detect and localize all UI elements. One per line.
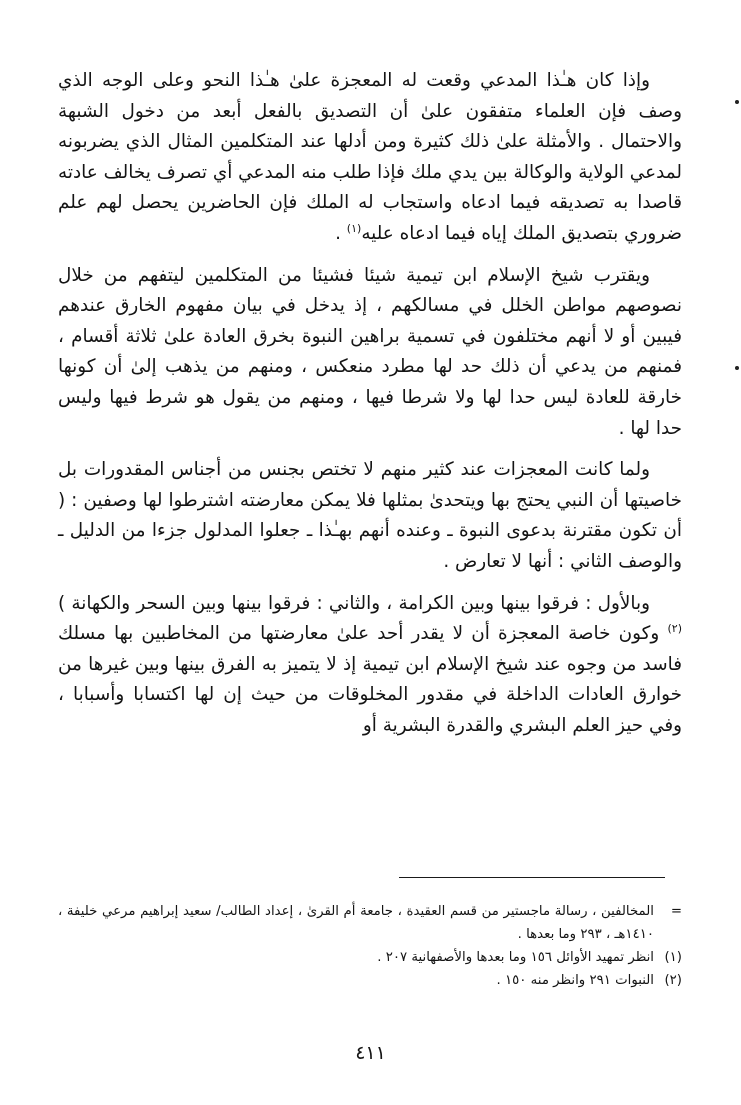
footnote-mark: (٢) xyxy=(664,973,682,988)
footnote-text: انظر تمهيد الأوائل ١٥٦ وما بعدها والأصفهانية ٢٠٧ . xyxy=(377,950,654,965)
footnote-2 xyxy=(58,969,682,992)
footnote-mark: (١) xyxy=(664,950,682,965)
paragraph-4-text: وبالأول : فرقوا بينها وبين الكرامة ، والثاني : فرقوا بينها وبين السحر والكهانة ) xyxy=(58,592,650,614)
footnote-text: النبوات ٢٩١ وانظر منه ١٥٠ . xyxy=(496,973,654,988)
footnote-ref-1: (١) xyxy=(346,221,362,235)
paragraph-2: ويقترب شيخ الإسلام ابن تيمية شيئا فشيئا من المتكلمين ليتفهم من خلال نصوصهم مواطن الخلل في مسالكهم ، إذ يدخل في بيان مفهوم الخارق عندهم فيبين أو لا أنهم مختلفون في تسمية براهين النبوة بخرق العادة علىٰ ثلاثة أقسام ، فمنهم من يدعي أن ذلك حد لها مطرد منعكس ، ومنهم من يذهب إلىٰ أن كونها خارقة للعادة ليس حدا لها ولا شرطا فيها ، ومنهم من يقول هو شرط فيها وليس حدا لها . xyxy=(58,264,682,439)
footnote-text: المخالفين ، رسالة ماجستير من قسم العقيدة ، جامعة أم القرىٰ ، إعداد الطالب/ سعيد إبراهيم مرعي خليفة ، ١٤١٠هـ ، ٢٩٣ وما بعدها . xyxy=(58,904,654,942)
main-text xyxy=(58,66,682,741)
paragraph-1-end: . xyxy=(335,222,347,244)
footnote-separator xyxy=(399,877,665,878)
paragraph-4-continuation: وكون خاصة المعجزة أن لا يقدر أحد علىٰ معارضتها من المخاطبين بها مسلك فاسد من وجوه عند شيخ الإسلام ابن تيمية إذ لا يتميز به الفرق بينها وبين غيرها من خوارق العادات الداخلة في مقدور المخلوقات من حيث إن لها اكتسابا وأسبابا ، وفي حيز العلم البشري والقدرة البشرية أو xyxy=(58,623,682,736)
paragraph-4 xyxy=(58,589,682,742)
paragraph-3: ولما كانت المعجزات عند كثير منهم لا تختص بجنس من أجناس المقدورات بل خاصيتها أن النبي يحتج بها ويتحدىٰ بمثلها فلا يمكن معارضته اشترطوا لها وصفين : ( أن تكون مقترنة بدعوى النبوة ـ وعنده أنهم بهـٰذا ـ جعلوا المدلول جزءا من الدليل ـ والوصف الثاني : أنها لا تعارض . xyxy=(58,459,682,572)
paragraph-1-text: وإذا كان هـٰذا المدعي وقعت له المعجزة علىٰ هـٰذا النحو وعلى الوجه الذي وصف فإن العلماء متفقون علىٰ أن التصديق بالفعل أبعد من دخول الشبهة والاحتمال . والأمثلة علىٰ ذلك كثيرة ومن أدلها عند المتكلمين المثال الذي يضربونه لمدعي الولاية والوكالة بين يدي ملك فإذا طلب منه المدعي أي تصرف يخالف عادته قاصدا به تصديقه فيما ادعاه واستجاب له الملك فإن الحاضرين يحصل لهم علم ضروري بتصديق الملك إياه فيما ادعاه عليه xyxy=(58,70,682,244)
margin-mark xyxy=(735,100,739,104)
footnote-mark: = xyxy=(670,904,682,919)
page-number: ٤١١ xyxy=(355,1042,386,1064)
footnote-1 xyxy=(58,946,682,969)
footnotes xyxy=(58,900,682,992)
margin-mark xyxy=(735,366,739,370)
footnote-continued xyxy=(58,900,682,946)
paragraph-1 xyxy=(58,66,682,250)
footnote-ref-2: (٢) xyxy=(667,621,682,635)
